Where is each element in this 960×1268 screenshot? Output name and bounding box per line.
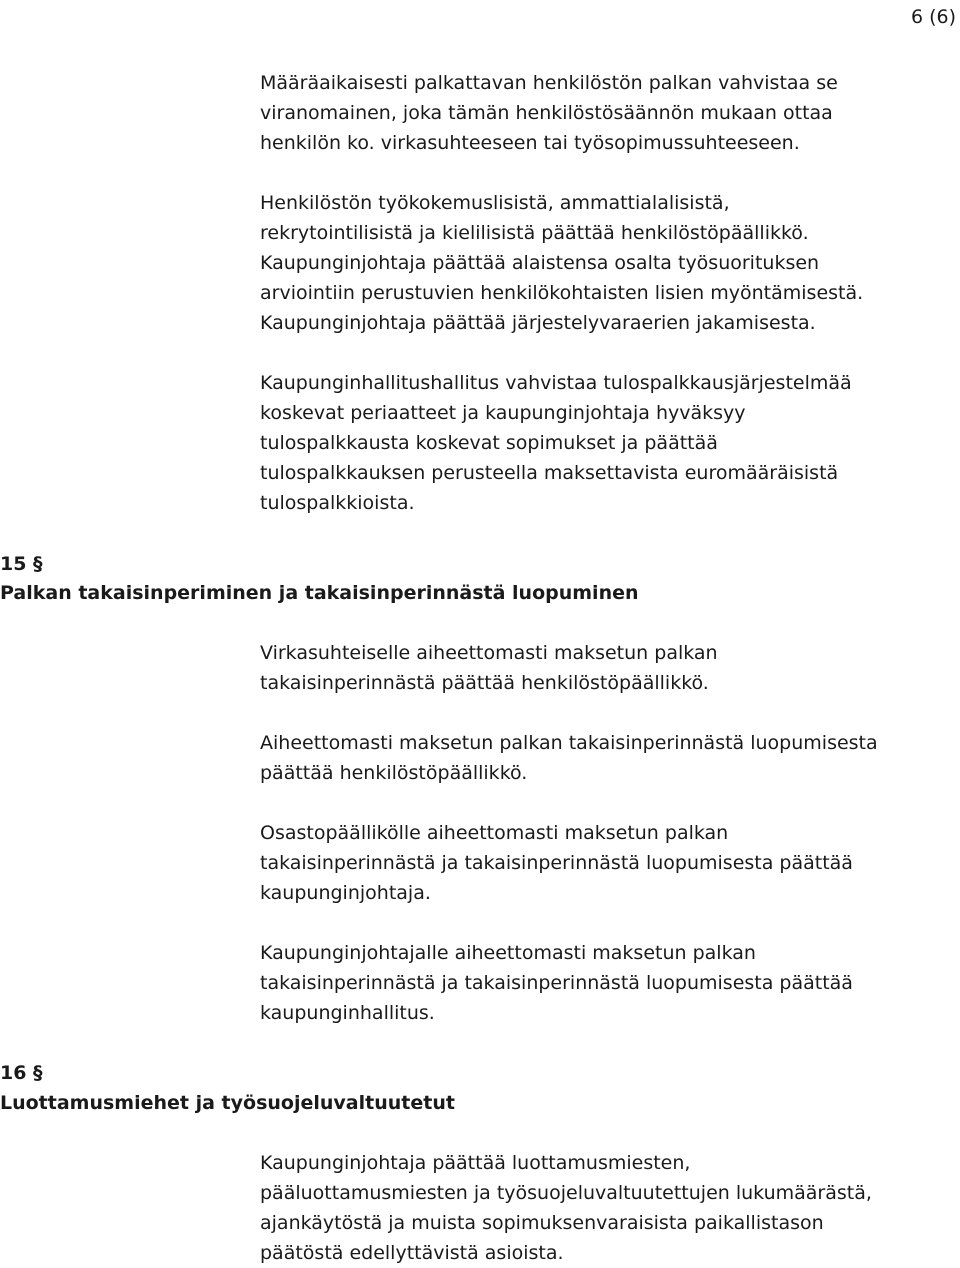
text-line: tulospalkkausta koskevat sopimukset ja päättää — [260, 432, 718, 454]
paragraph-department-heads — [260, 818, 960, 908]
text-line: rekrytointilisistä ja kielilisistä päättää henkilöstöpäällikkö. — [260, 222, 809, 244]
text-line: Aiheettomasti maksetun palkan takaisinperinnästä luopumisesta — [260, 732, 878, 754]
text-line: takaisinperinnästä ja takaisinperinnästä luopumisesta päättää — [260, 972, 853, 994]
text-line: viranomainen, joka tämän henkilöstösäännön mukaan ottaa — [260, 102, 833, 124]
text-line: Virkasuhteiselle aiheettomasti maksetun palkan — [260, 642, 718, 664]
text-line: ajankäytöstä ja muista sopimuksenvaraisista paikallistason — [260, 1212, 824, 1234]
text-line: kaupunginhallitus. — [260, 1002, 435, 1024]
text-line: takaisinperinnästä päättää henkilöstöpäällikkö. — [260, 672, 709, 694]
paragraph-shop-stewards — [260, 1148, 960, 1268]
text-line: päätöstä edellyttävistä asioista. — [260, 1242, 564, 1264]
paragraph-pay-supplements — [260, 188, 960, 338]
text-line: koskevat periaatteet ja kaupunginjohtaja hyväksyy — [260, 402, 746, 424]
text-line: tulospalkkioista. — [260, 492, 415, 514]
paragraph-city-manager — [260, 938, 960, 1028]
text-line: Kaupunginjohtaja päättää luottamusmiesten, — [260, 1152, 691, 1174]
text-line: Henkilöstön työkokemuslisistä, ammattialalisistä, — [260, 192, 730, 214]
text-line: takaisinperinnästä ja takaisinperinnästä luopumisesta päättää — [260, 852, 853, 874]
text-line: pääluottamusmiesten ja työsuojeluvaltuutettujen lukumäärästä, — [260, 1182, 872, 1204]
text-line: Kaupunginhallitushallitus vahvistaa tulospalkkausjärjestelmää — [260, 372, 852, 394]
text-line: päättää henkilöstöpäällikkö. — [260, 762, 528, 784]
text-line: Kaupunginjohtaja päättää alaistensa osalta työsuorituksen — [260, 252, 820, 274]
paragraph-performance-pay — [260, 368, 960, 518]
text-line: kaupunginjohtaja. — [260, 882, 431, 904]
text-line: Kaupunginjohtajalle aiheettomasti maksetun palkan — [260, 942, 756, 964]
text-line: henkilön ko. virkasuhteeseen tai työsopimussuhteeseen. — [260, 132, 800, 154]
text-line: arviointiin perustuvien henkilökohtaisten lisien myöntämisestä. — [260, 282, 864, 304]
paragraph-fixed-term-pay — [260, 68, 960, 158]
paragraph-waiving-recovery — [260, 728, 960, 788]
page-number: 6 (6) — [910, 6, 956, 28]
section-15-number: 15 § — [0, 553, 43, 575]
section-15-title: Palkan takaisinperiminen ja takaisinperinnästä luopuminen — [0, 582, 639, 604]
paragraph-recovery-officials — [260, 638, 960, 698]
text-line: Määräaikaisesti palkattavan henkilöstön palkan vahvistaa se — [260, 72, 838, 94]
text-line: Osastopäällikölle aiheettomasti maksetun palkan — [260, 822, 729, 844]
text-line: Kaupunginjohtaja päättää järjestelyvaraerien jakamisesta. — [260, 312, 816, 334]
section-16-title: Luottamusmiehet ja työsuojeluvaltuutetut — [0, 1092, 455, 1114]
section-16-number: 16 § — [0, 1062, 43, 1084]
text-line: tulospalkkauksen perusteella maksettavista euromääräisistä — [260, 462, 839, 484]
